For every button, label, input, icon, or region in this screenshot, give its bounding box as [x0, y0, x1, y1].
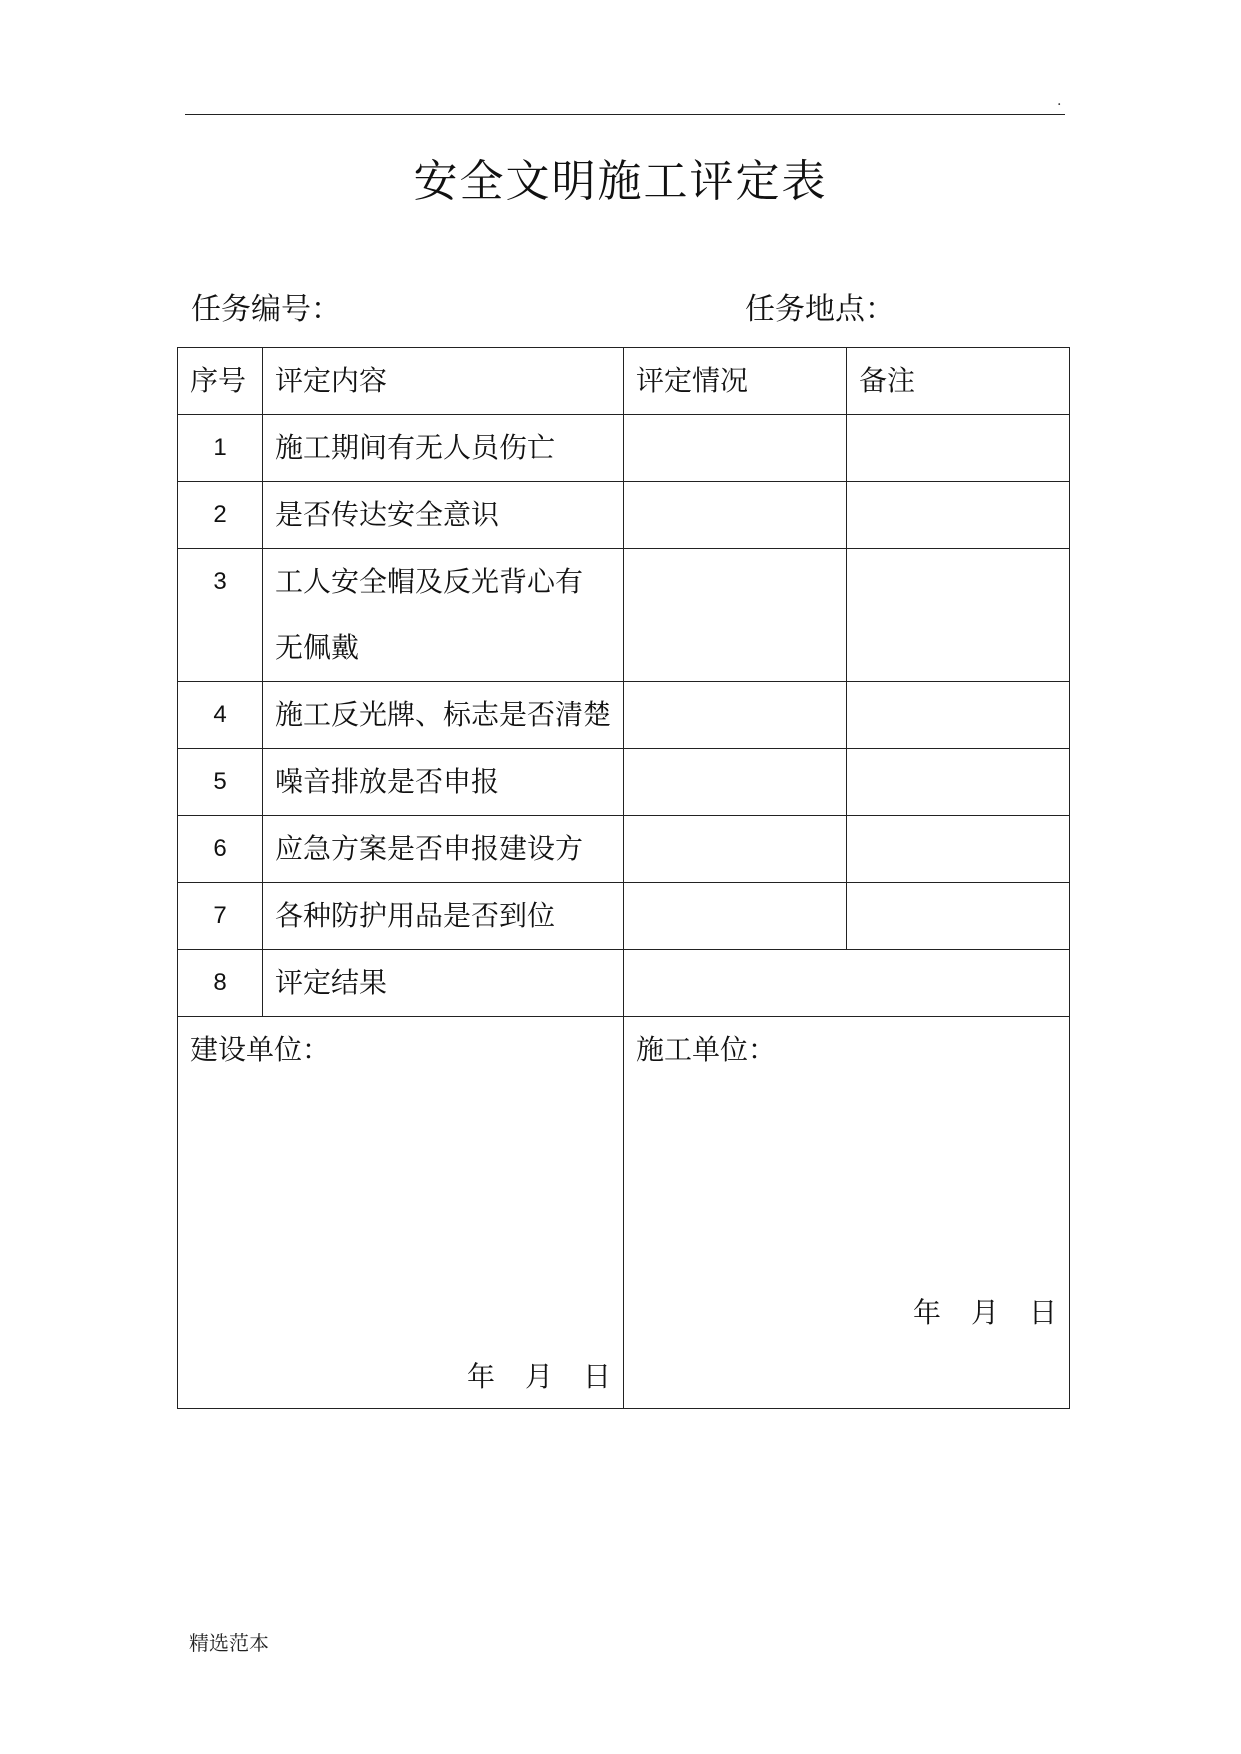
row-note-cell[interactable] [847, 682, 1070, 749]
row-note-cell[interactable] [847, 415, 1070, 482]
header-rule [185, 114, 1065, 115]
table-row [178, 950, 1070, 1017]
date-day: 日 [582, 1360, 611, 1393]
row-note-cell[interactable] [847, 749, 1070, 816]
row-status-cell[interactable] [624, 415, 847, 482]
table-row [178, 482, 1070, 549]
evaluation-table [177, 347, 1070, 1409]
header-status: 评定情况 [624, 348, 847, 415]
row-number: 8 [178, 950, 263, 1017]
row-number: 2 [178, 482, 263, 549]
row-content: 是否传达安全意识 [263, 482, 624, 549]
row-note-cell[interactable] [847, 482, 1070, 549]
row-number: 5 [178, 749, 263, 816]
row-content-line-2: 无佩戴 [275, 631, 360, 664]
row-status-cell[interactable] [624, 816, 847, 883]
table-row [178, 816, 1070, 883]
row-note-cell[interactable] [847, 549, 1070, 682]
row-number: 6 [178, 816, 263, 883]
task-number-label: 任务编号： [191, 292, 341, 327]
row-status-cell[interactable] [624, 482, 847, 549]
task-location-label: 任务地点： [745, 292, 895, 327]
row-number: 3 [178, 549, 263, 682]
date-month: 月 [524, 1360, 553, 1393]
row-status-cell[interactable] [624, 749, 847, 816]
table-row [178, 749, 1070, 816]
document-title: 安全文明施工评定表 [413, 156, 828, 207]
construction-owner-signature-box[interactable] [178, 1017, 624, 1409]
contractor-signature-date [913, 1293, 1057, 1333]
header-note: 备注 [847, 348, 1070, 415]
table-row [178, 415, 1070, 482]
row-status-cell[interactable] [624, 883, 847, 950]
row-content: 施工期间有无人员伤亡 [263, 415, 624, 482]
row-content [263, 549, 624, 682]
evaluation-result-cell[interactable] [624, 950, 1070, 1017]
date-month: 月 [970, 1296, 999, 1329]
row-status-cell[interactable] [624, 549, 847, 682]
contractor-label: 施工单位： [636, 1033, 777, 1066]
date-year: 年 [912, 1296, 941, 1329]
signature-row [178, 1017, 1070, 1409]
row-note-cell[interactable] [847, 883, 1070, 950]
contractor-signature-box[interactable] [624, 1017, 1070, 1409]
table-row [178, 549, 1070, 682]
row-content: 应急方案是否申报建设方 [263, 816, 624, 883]
row-content-line-1: 工人安全帽及反光背心有 [275, 565, 584, 598]
row-number: 1 [178, 415, 263, 482]
row-number: 4 [178, 682, 263, 749]
header-dot: . [1057, 93, 1062, 109]
row-content: 评定结果 [263, 950, 624, 1017]
row-content: 施工反光牌、标志是否清楚 [263, 682, 624, 749]
row-status-cell[interactable] [624, 682, 847, 749]
date-year: 年 [466, 1360, 495, 1393]
row-note-cell[interactable] [847, 816, 1070, 883]
header-no: 序号 [178, 348, 263, 415]
header-content: 评定内容 [263, 348, 624, 415]
row-content: 各种防护用品是否到位 [263, 883, 624, 950]
row-content: 噪音排放是否申报 [263, 749, 624, 816]
construction-owner-label: 建设单位： [190, 1033, 331, 1066]
owner-signature-date [467, 1357, 611, 1397]
table-row [178, 883, 1070, 950]
footer-text: 精选范本 [189, 1631, 269, 1655]
table-row [178, 682, 1070, 749]
row-number: 7 [178, 883, 263, 950]
table-header-row [178, 348, 1070, 415]
date-day: 日 [1028, 1296, 1057, 1329]
